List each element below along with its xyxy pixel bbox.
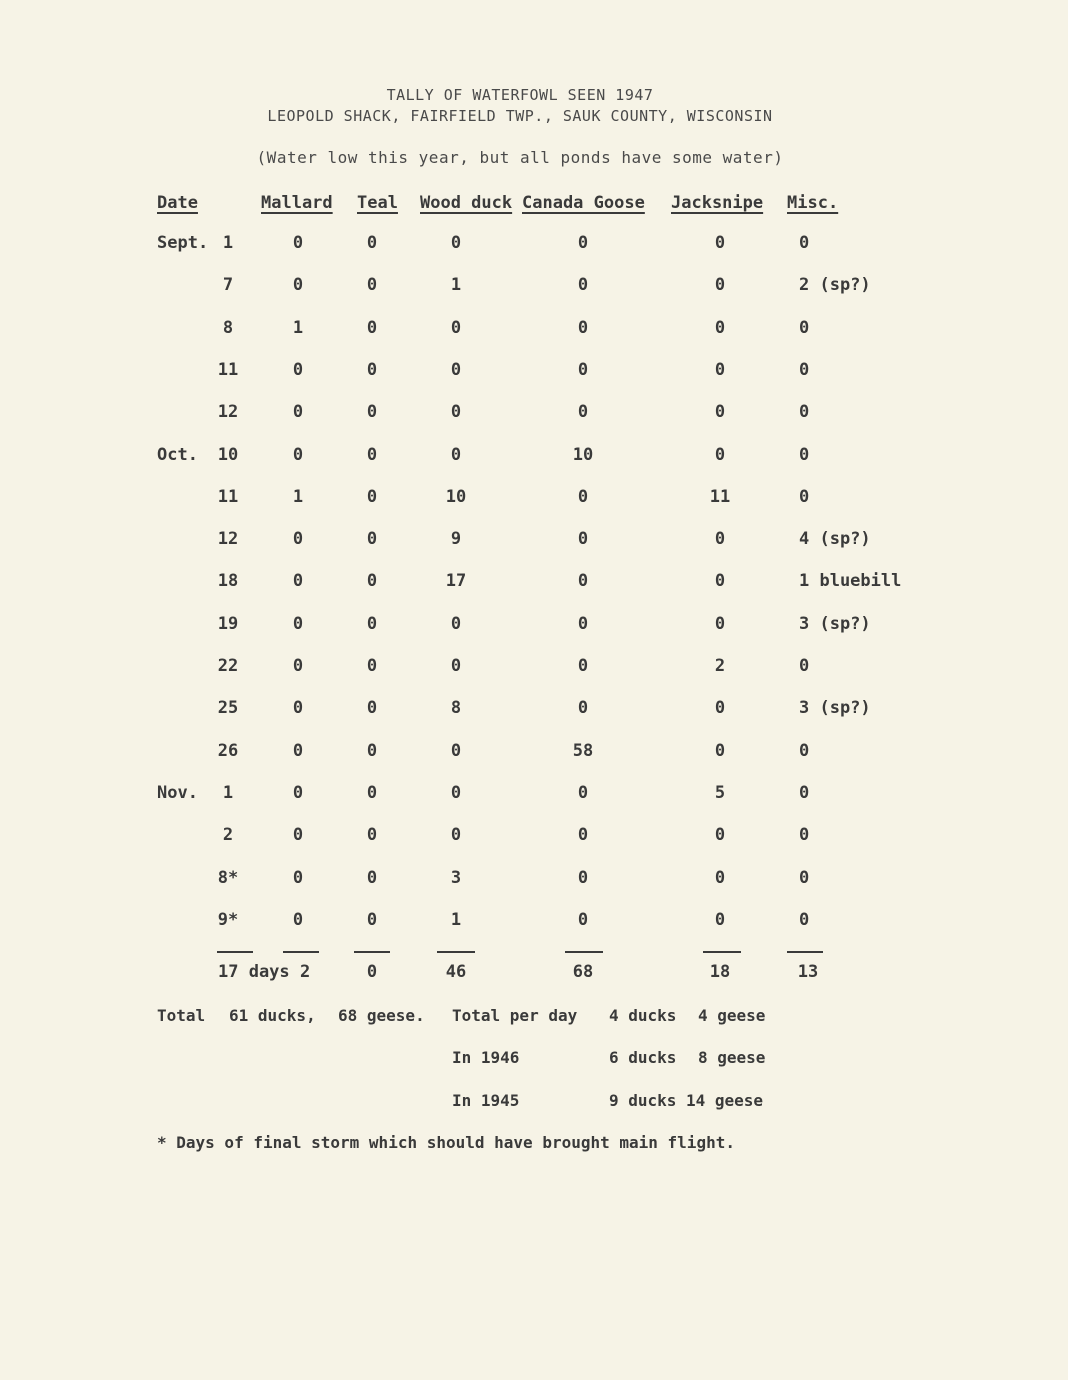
cell-canada-goose: 0 <box>577 529 589 549</box>
cell-misc: 1 bluebill <box>799 571 902 591</box>
cell-month: Nov. <box>157 783 198 803</box>
cell-misc: 0 <box>799 233 810 253</box>
cell-jacksnipe: 0 <box>714 741 726 761</box>
cell-teal: 0 <box>366 783 378 803</box>
summary-per-day-geese: 4 geese <box>698 1006 766 1025</box>
rule-mallard <box>283 951 319 953</box>
footnote: * Days of final storm which should have brought main flight. <box>157 1133 735 1152</box>
cell-wood-duck: 0 <box>450 402 462 422</box>
cell-canada-goose: 0 <box>577 910 589 930</box>
cell-teal: 0 <box>366 233 378 253</box>
cell-mallard: 0 <box>292 275 304 295</box>
header-misc: Misc. <box>787 193 839 213</box>
cell-jacksnipe: 0 <box>714 529 726 549</box>
summary-1945-ducks: 9 ducks <box>609 1091 677 1110</box>
cell-teal: 0 <box>366 571 378 591</box>
totals-days <box>218 962 290 982</box>
cell-misc: 0 <box>799 360 810 380</box>
cell-wood-duck: 1 <box>450 910 462 930</box>
cell-teal: 0 <box>366 825 378 845</box>
totals-days-label: 17 days <box>218 962 290 982</box>
cell-wood-duck: 0 <box>450 741 462 761</box>
cell-teal: 0 <box>366 529 378 549</box>
cell-day: 18 <box>217 571 239 591</box>
header-jacksnipe: Jacksnipe <box>671 193 764 213</box>
cell-jacksnipe: 11 <box>709 487 731 507</box>
rule-canada-goose <box>565 951 603 953</box>
cell-wood-duck: 0 <box>450 614 462 634</box>
cell-teal: 0 <box>366 656 378 676</box>
cell-mallard: 0 <box>292 656 304 676</box>
cell-canada-goose: 0 <box>577 656 589 676</box>
cell-canada-goose: 0 <box>577 868 589 888</box>
rule-misc <box>787 951 823 953</box>
cell-wood-duck: 0 <box>450 445 462 465</box>
document-note: (Water low this year, but all ponds have some water) <box>256 148 784 167</box>
cell-mallard: 0 <box>292 868 304 888</box>
cell-teal: 0 <box>366 698 378 718</box>
cell-mallard: 1 <box>292 318 304 338</box>
cell-canada-goose: 0 <box>577 275 589 295</box>
cell-wood-duck: 10 <box>445 487 467 507</box>
cell-canada-goose: 58 <box>572 741 594 761</box>
cell-mallard: 0 <box>292 698 304 718</box>
totals-teal: 0 <box>366 962 378 982</box>
rule-wood-duck <box>437 951 475 953</box>
cell-month: Oct. <box>157 445 198 465</box>
rule-teal <box>354 951 390 953</box>
cell-day: 19 <box>217 614 239 634</box>
cell-day: 2 <box>222 825 234 845</box>
cell-wood-duck: 17 <box>445 571 467 591</box>
cell-canada-goose: 0 <box>577 783 589 803</box>
cell-misc: 0 <box>799 402 810 422</box>
cell-mallard: 0 <box>292 910 304 930</box>
cell-day: 10 <box>217 445 239 465</box>
cell-jacksnipe: 0 <box>714 233 726 253</box>
cell-misc: 0 <box>799 825 810 845</box>
document-title: TALLY OF WATERFOWL SEEN 1947 <box>386 86 654 104</box>
cell-day: 12 <box>217 402 239 422</box>
summary-total-label: Total <box>157 1006 206 1025</box>
cell-teal: 0 <box>366 445 378 465</box>
cell-misc: 0 <box>799 783 810 803</box>
header-teal: Teal <box>357 193 398 213</box>
header-wood-duck: Wood duck <box>420 193 513 213</box>
cell-teal: 0 <box>366 487 378 507</box>
summary-1946-label: In 1946 <box>452 1048 520 1067</box>
cell-jacksnipe: 0 <box>714 275 726 295</box>
cell-mallard: 0 <box>292 783 304 803</box>
cell-misc: 0 <box>799 656 810 676</box>
cell-mallard: 0 <box>292 571 304 591</box>
cell-jacksnipe: 5 <box>714 783 726 803</box>
cell-wood-duck: 0 <box>450 233 462 253</box>
cell-jacksnipe: 0 <box>714 825 726 845</box>
cell-canada-goose: 10 <box>572 445 594 465</box>
cell-teal: 0 <box>366 402 378 422</box>
cell-mallard: 0 <box>292 360 304 380</box>
cell-wood-duck: 9 <box>450 529 462 549</box>
cell-canada-goose: 0 <box>577 233 589 253</box>
cell-canada-goose: 0 <box>577 698 589 718</box>
cell-jacksnipe: 0 <box>714 910 726 930</box>
cell-day: 25 <box>217 698 239 718</box>
cell-jacksnipe: 0 <box>714 868 726 888</box>
cell-canada-goose: 0 <box>577 825 589 845</box>
cell-teal: 0 <box>366 614 378 634</box>
cell-teal: 0 <box>366 910 378 930</box>
rule-jacksnipe <box>703 951 741 953</box>
cell-canada-goose: 0 <box>577 402 589 422</box>
cell-jacksnipe: 0 <box>714 614 726 634</box>
cell-jacksnipe: 0 <box>714 445 726 465</box>
rule-days <box>217 951 253 953</box>
cell-misc: 0 <box>799 868 810 888</box>
cell-teal: 0 <box>366 318 378 338</box>
cell-mallard: 0 <box>292 445 304 465</box>
header-date: Date <box>157 193 198 213</box>
cell-teal: 0 <box>366 275 378 295</box>
cell-day: 8 <box>222 318 234 338</box>
cell-wood-duck: 0 <box>450 360 462 380</box>
cell-misc: 4 (sp?) <box>799 529 871 549</box>
cell-teal: 0 <box>366 360 378 380</box>
cell-wood-duck: 0 <box>450 825 462 845</box>
summary-total-geese: 68 geese. <box>338 1006 425 1025</box>
cell-month: Sept. <box>157 233 209 253</box>
cell-wood-duck: 1 <box>450 275 462 295</box>
cell-misc: 0 <box>799 741 810 761</box>
cell-misc: 2 (sp?) <box>799 275 871 295</box>
cell-misc: 3 (sp?) <box>799 614 871 634</box>
cell-jacksnipe: 0 <box>714 402 726 422</box>
cell-day: 11 <box>217 360 239 380</box>
cell-day: 8* <box>217 868 239 888</box>
cell-day: 1 <box>222 783 234 803</box>
cell-day: 9* <box>217 910 239 930</box>
cell-day: 11 <box>217 487 239 507</box>
cell-day: 26 <box>217 741 239 761</box>
totals-jacksnipe: 18 <box>709 962 731 982</box>
cell-canada-goose: 0 <box>577 487 589 507</box>
totals-canada-goose: 68 <box>572 962 594 982</box>
cell-wood-duck: 0 <box>450 783 462 803</box>
cell-mallard: 0 <box>292 741 304 761</box>
cell-misc: 0 <box>799 318 810 338</box>
summary-per-day-label: Total per day <box>452 1006 578 1025</box>
cell-day: 1 <box>222 233 234 253</box>
cell-wood-duck: 0 <box>450 656 462 676</box>
summary-1946-geese: 8 geese <box>698 1048 766 1067</box>
cell-canada-goose: 0 <box>577 614 589 634</box>
cell-wood-duck: 3 <box>450 868 462 888</box>
cell-mallard: 0 <box>292 402 304 422</box>
summary-per-day-ducks: 4 ducks <box>609 1006 677 1025</box>
summary-1945-label: In 1945 <box>452 1091 520 1110</box>
cell-mallard: 0 <box>292 529 304 549</box>
cell-jacksnipe: 0 <box>714 360 726 380</box>
header-canada-goose: Canada Goose <box>522 193 645 213</box>
cell-mallard: 0 <box>292 233 304 253</box>
cell-jacksnipe: 0 <box>714 318 726 338</box>
cell-canada-goose: 0 <box>577 571 589 591</box>
cell-misc: 0 <box>799 487 810 507</box>
totals-wood-duck: 46 <box>445 962 467 982</box>
cell-canada-goose: 0 <box>577 318 589 338</box>
totals-mallard: 2 <box>300 962 311 982</box>
summary-1945-geese: 14 geese <box>686 1091 764 1110</box>
document-subtitle: LEOPOLD SHACK, FAIRFIELD TWP., SAUK COUNTY, WISCONSIN <box>267 107 773 125</box>
cell-mallard: 0 <box>292 825 304 845</box>
cell-misc: 0 <box>799 445 810 465</box>
cell-day: 22 <box>217 656 239 676</box>
cell-jacksnipe: 0 <box>714 571 726 591</box>
cell-wood-duck: 8 <box>450 698 462 718</box>
header-mallard: Mallard <box>261 193 333 213</box>
cell-teal: 0 <box>366 741 378 761</box>
totals-misc: 13 <box>797 962 819 982</box>
cell-mallard: 1 <box>292 487 304 507</box>
cell-day: 12 <box>217 529 239 549</box>
summary-1946-ducks: 6 ducks <box>609 1048 677 1067</box>
cell-day: 7 <box>222 275 234 295</box>
cell-canada-goose: 0 <box>577 360 589 380</box>
cell-misc: 3 (sp?) <box>799 698 871 718</box>
cell-mallard: 0 <box>292 614 304 634</box>
cell-teal: 0 <box>366 868 378 888</box>
cell-wood-duck: 0 <box>450 318 462 338</box>
summary-total-ducks: 61 ducks, <box>229 1006 316 1025</box>
cell-jacksnipe: 2 <box>714 656 726 676</box>
cell-misc: 0 <box>799 910 810 930</box>
cell-jacksnipe: 0 <box>714 698 726 718</box>
